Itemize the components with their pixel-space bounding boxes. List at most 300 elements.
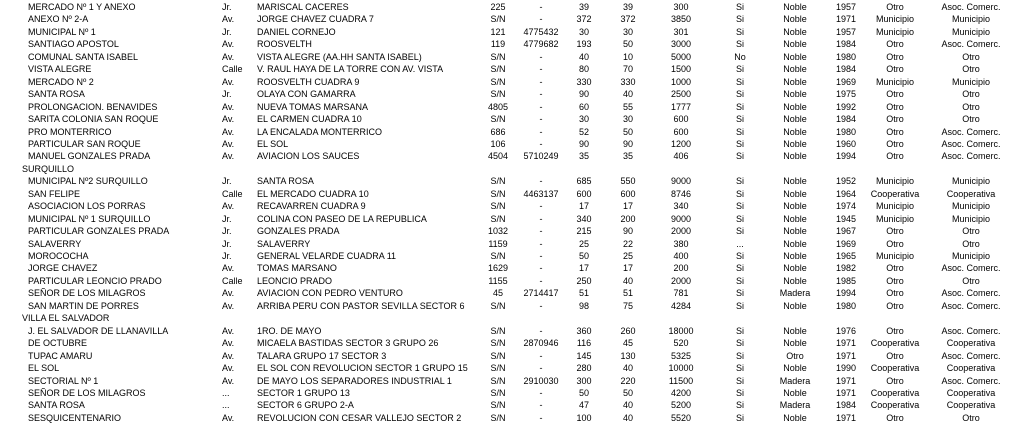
market-name: PARTICULAR GONZALES PRADA (28, 226, 170, 236)
year: 1965 (835, 251, 857, 261)
year: 1994 (835, 288, 857, 298)
street-number: S/N (490, 201, 506, 211)
phone-number: - (539, 276, 543, 286)
stalls-active: 40 (622, 363, 633, 373)
stalls-total: 360 (576, 326, 592, 336)
market-name: SANTA ROSA (28, 89, 85, 99)
stalls-active: 40 (622, 276, 633, 286)
table-row (0, 238, 1010, 250)
year: 1974 (835, 201, 857, 211)
phone-number: - (539, 139, 543, 149)
year: 1984 (835, 114, 857, 124)
stalls-total: 40 (578, 52, 589, 62)
street-number: S/N (490, 64, 506, 74)
area-value: 18000 (668, 326, 694, 336)
owner-type: Cooperativa (870, 189, 920, 199)
street-type: Av. (222, 201, 235, 211)
owner-type: Otro (886, 326, 904, 336)
owner-type: Otro (886, 288, 904, 298)
stalls-total: 100 (576, 413, 592, 423)
street-type: Calle (222, 189, 243, 199)
market-name: ASOCIACION LOS PORRAS (28, 201, 146, 211)
stalls-total: 51 (578, 288, 589, 298)
phone-number: - (539, 388, 543, 398)
table-row (0, 150, 1010, 162)
admin-type: Cooperativa (946, 388, 996, 398)
area-value: 9000 (670, 214, 692, 224)
construction-material: Noble (783, 388, 807, 398)
year: 1971 (835, 338, 857, 348)
market-name: SAN MARTIN DE PORRES (28, 301, 139, 311)
stalls-total: 30 (578, 114, 589, 124)
table-row (0, 113, 1010, 125)
admin-type: Asoc. Comerc. (941, 151, 1001, 161)
street-address: JORGE CHAVEZ CUADRA 7 (257, 14, 374, 24)
admin-type: Otro (962, 239, 980, 249)
street-number: 119 (490, 39, 506, 49)
yes-no-flag: Si (735, 351, 744, 361)
street-address: V. RAUL HAYA DE LA TORRE CON AV. VISTA (257, 64, 444, 74)
market-name: ANEXO Nº 2-A (28, 14, 89, 24)
stalls-active: 40 (622, 413, 633, 423)
street-number: S/N (490, 251, 506, 261)
stalls-active: 10 (622, 52, 633, 62)
street-type: Jr. (222, 239, 232, 249)
phone-number: - (539, 301, 543, 311)
street-address: EL CARMEN CUADRA 10 (257, 114, 362, 124)
market-name: SANTIAGO APOSTOL (28, 39, 119, 49)
stalls-total: 215 (576, 226, 592, 236)
street-number: 686 (490, 127, 506, 137)
phone-number: - (539, 413, 543, 423)
street-type: Jr. (222, 226, 232, 236)
phone-number: - (539, 64, 543, 74)
street-number: S/N (490, 376, 506, 386)
year: 1980 (835, 301, 857, 311)
street-type: Jr. (222, 176, 232, 186)
year: 1960 (835, 139, 857, 149)
admin-type: Cooperativa (946, 363, 996, 373)
owner-type: Otro (886, 413, 904, 423)
table-row (0, 412, 1010, 424)
year: 1964 (835, 189, 857, 199)
street-number: S/N (490, 326, 506, 336)
table-row (0, 225, 1010, 237)
phone-number: 5710249 (523, 151, 559, 161)
street-address: SECTOR 1 GRUPO 13 (257, 388, 350, 398)
stalls-total: 52 (578, 127, 589, 137)
street-type: Av. (222, 351, 235, 361)
stalls-total: 50 (578, 251, 589, 261)
phone-number: - (539, 89, 543, 99)
admin-type: Municipio (951, 214, 991, 224)
street-type: Av. (222, 326, 235, 336)
construction-material: Noble (783, 77, 807, 87)
admin-type: Asoc. Comerc. (941, 288, 1001, 298)
stalls-total: 39 (578, 2, 589, 12)
stalls-total: 30 (578, 27, 589, 37)
street-type: Jr. (222, 251, 232, 261)
market-name: SAN FELIPE (28, 189, 81, 199)
area-value: 1500 (670, 64, 692, 74)
market-name: SEÑOR DE LOS MILAGROS (28, 388, 146, 398)
stalls-active: 30 (622, 114, 633, 124)
area-value: 5000 (670, 52, 692, 62)
market-name: MERCADO Nº 2 (28, 77, 94, 87)
table-row (0, 375, 1010, 387)
owner-type: Municipio (875, 176, 915, 186)
phone-number: - (539, 351, 543, 361)
stalls-active: 55 (622, 102, 633, 112)
construction-material: Noble (783, 276, 807, 286)
street-number: 225 (490, 2, 506, 12)
stalls-active: 22 (622, 239, 633, 249)
street-number: 1155 (488, 276, 508, 286)
construction-material: Noble (783, 2, 807, 12)
owner-type: Otro (886, 263, 904, 273)
table-row (0, 262, 1010, 274)
construction-material: Noble (783, 39, 807, 49)
stalls-total: 17 (578, 263, 589, 273)
table-row (0, 38, 1010, 50)
table-row (0, 76, 1010, 88)
owner-type: Cooperativa (870, 388, 920, 398)
street-address: TALARA GRUPO 17 SECTOR 3 (257, 351, 387, 361)
stalls-active: 90 (622, 139, 633, 149)
area-value: 4284 (670, 301, 692, 311)
street-number: S/N (490, 363, 506, 373)
phone-number: - (539, 363, 543, 373)
year: 1984 (835, 39, 857, 49)
table-row (0, 51, 1010, 63)
year: 1971 (835, 388, 857, 398)
yes-no-flag: Si (735, 151, 744, 161)
street-address: GENERAL VELARDE CUADRA 11 (257, 251, 397, 261)
stalls-total: 250 (576, 276, 592, 286)
owner-type: Otro (886, 2, 904, 12)
area-value: 1777 (670, 102, 692, 112)
street-type: Av. (222, 288, 235, 298)
construction-material: Noble (783, 27, 807, 37)
admin-type: Municipio (951, 27, 991, 37)
phone-number: - (539, 114, 543, 124)
district-header-row (0, 312, 1010, 324)
construction-material: Noble (783, 338, 807, 348)
construction-material: Noble (783, 139, 807, 149)
street-type: Av. (222, 376, 235, 386)
yes-no-flag: Si (735, 39, 744, 49)
stalls-active: 600 (620, 189, 636, 199)
table-row (0, 13, 1010, 25)
admin-type: Cooperativa (946, 338, 996, 348)
year: 1969 (835, 77, 857, 87)
street-number: 1032 (487, 226, 509, 236)
street-address: SALAVERRY (257, 239, 311, 249)
owner-type: Cooperativa (870, 338, 920, 348)
yes-no-flag: Si (735, 413, 744, 423)
street-type: Jr. (222, 214, 232, 224)
street-address: LA ENCALADA MONTERRICO (257, 127, 383, 137)
market-name: PROLONGACION. BENAVIDES (28, 102, 158, 112)
street-type: Av. (222, 338, 235, 348)
area-value: 406 (673, 151, 689, 161)
market-name: TUPAC AMARU (28, 351, 93, 361)
year: 1984 (835, 400, 857, 410)
stalls-active: 130 (620, 351, 636, 361)
stalls-active: 30 (622, 27, 633, 37)
year: 1984 (835, 64, 857, 74)
year: 1971 (835, 14, 857, 24)
street-number: S/N (490, 89, 506, 99)
market-name: EL SOL (28, 363, 60, 373)
year: 1990 (835, 363, 857, 373)
stalls-total: 98 (578, 301, 589, 311)
street-address: SECTOR 6 GRUPO 2-A (257, 400, 354, 410)
phone-number: 2910030 (523, 376, 559, 386)
table-row (0, 337, 1010, 349)
stalls-total: 330 (576, 77, 592, 87)
phone-number: 4779682 (523, 39, 559, 49)
street-type: ... (222, 388, 230, 398)
owner-type: Otro (886, 376, 904, 386)
street-address: DE MAYO LOS SEPARADORES INDUSTRIAL 1 (257, 376, 452, 386)
stalls-total: 47 (578, 400, 589, 410)
phone-number: - (539, 239, 543, 249)
area-value: 781 (673, 288, 689, 298)
admin-type: Otro (962, 413, 980, 423)
street-address: AVIACION CON PEDRO VENTURO (257, 288, 403, 298)
area-value: 11500 (668, 376, 694, 386)
admin-type: Municipio (951, 14, 991, 24)
area-value: 1200 (670, 139, 692, 149)
stalls-active: 17 (622, 201, 633, 211)
street-number: S/N (490, 77, 506, 87)
owner-type: Otro (886, 89, 904, 99)
construction-material: Noble (783, 263, 807, 273)
market-name: PARTICULAR SAN ROQUE (28, 139, 141, 149)
yes-no-flag: Si (735, 201, 744, 211)
table-row (0, 101, 1010, 113)
market-name: SEÑOR DE LOS MILAGROS (28, 288, 146, 298)
stalls-active: 75 (622, 301, 633, 311)
yes-no-flag: Si (735, 27, 744, 37)
street-number: S/N (490, 351, 506, 361)
phone-number: - (539, 201, 543, 211)
admin-type: Asoc. Comerc. (941, 2, 1001, 12)
street-number: S/N (490, 413, 506, 423)
stalls-total: 145 (576, 351, 592, 361)
table-row (0, 287, 1010, 299)
table-row (0, 300, 1010, 312)
street-type: Av. (222, 151, 235, 161)
area-value: 600 (673, 114, 689, 124)
area-value: 1000 (670, 77, 692, 87)
table-row (0, 213, 1010, 225)
market-name: VISTA ALEGRE (28, 64, 92, 74)
stalls-active: 50 (622, 39, 633, 49)
admin-type: Municipio (951, 176, 991, 186)
construction-material: Noble (783, 52, 807, 62)
admin-type: Asoc. Comerc. (941, 127, 1001, 137)
area-value: 8746 (670, 189, 692, 199)
admin-type: Cooperativa (946, 400, 996, 410)
yes-no-flag: Si (735, 214, 744, 224)
market-name: J. EL SALVADOR DE LLANAVILLA (28, 326, 169, 336)
street-address: OLAYA CON GAMARRA (257, 89, 356, 99)
area-value: 9000 (670, 176, 692, 186)
street-type: Av. (222, 413, 235, 423)
stalls-total: 17 (578, 201, 589, 211)
yes-no-flag: Si (735, 176, 744, 186)
market-name: MUNICIPAL Nº2 SURQUILLO (28, 176, 148, 186)
year: 1980 (835, 127, 857, 137)
phone-number: 4775432 (523, 27, 559, 37)
street-address: EL SOL (257, 139, 289, 149)
owner-type: Otro (886, 114, 904, 124)
year: 1952 (835, 176, 857, 186)
street-type: ... (222, 400, 230, 410)
street-address: MARISCAL CACERES (257, 2, 349, 12)
stalls-active: 200 (620, 214, 636, 224)
construction-material: Noble (783, 201, 807, 211)
yes-no-flag: Si (735, 388, 744, 398)
market-name: MUNICIPAL Nº 1 SURQUILLO (28, 214, 151, 224)
stalls-active: 17 (622, 263, 633, 273)
admin-type: Municipio (951, 251, 991, 261)
phone-number: - (539, 102, 543, 112)
stalls-total: 685 (576, 176, 592, 186)
phone-number: 2870946 (523, 338, 559, 348)
district-header-row (0, 163, 1010, 175)
yes-no-flag: ... (736, 239, 744, 249)
year: 1975 (835, 89, 857, 99)
construction-material: Noble (783, 114, 807, 124)
admin-type: Asoc. Comerc. (941, 351, 1001, 361)
market-name: SANTA ROSA (28, 400, 85, 410)
street-number: 106 (490, 139, 506, 149)
yes-no-flag: Si (735, 14, 744, 24)
street-number: 1629 (487, 263, 509, 273)
yes-no-flag: Si (735, 127, 744, 137)
table-row (0, 325, 1010, 337)
area-value: 4200 (670, 388, 692, 398)
construction-material: Noble (783, 326, 807, 336)
market-name: MANUEL GONZALES PRADA (28, 151, 151, 161)
stalls-total: 280 (576, 363, 592, 373)
owner-type: Municipio (875, 77, 915, 87)
admin-type: Cooperativa (946, 189, 996, 199)
street-type: Av. (222, 139, 235, 149)
street-address: AVIACION LOS SAUCES (257, 151, 360, 161)
owner-type: Otro (886, 226, 904, 236)
stalls-total: 193 (576, 39, 592, 49)
market-name: MOROCOCHA (28, 251, 89, 261)
table-row (0, 200, 1010, 212)
phone-number: - (539, 14, 543, 24)
owner-type: Municipio (875, 251, 915, 261)
stalls-total: 25 (578, 239, 589, 249)
stalls-active: 40 (622, 400, 633, 410)
yes-no-flag: Si (735, 276, 744, 286)
street-number: S/N (490, 176, 506, 186)
admin-type: Municipio (951, 77, 991, 87)
stalls-total: 50 (578, 388, 589, 398)
street-number: 4805 (487, 102, 509, 112)
street-address: TOMAS MARSANO (257, 263, 337, 273)
street-address: NUEVA TOMAS MARSANA (257, 102, 369, 112)
street-type: Jr. (222, 27, 232, 37)
street-number: 1159 (488, 239, 508, 249)
year: 1976 (835, 326, 857, 336)
construction-material: Noble (783, 151, 807, 161)
table-row (0, 362, 1010, 374)
area-value: 300 (673, 2, 689, 12)
owner-type: Municipio (875, 201, 915, 211)
market-name: JORGE CHAVEZ (28, 263, 98, 273)
street-type: Calle (222, 276, 243, 286)
year: 1980 (835, 52, 857, 62)
yes-no-flag: Si (735, 114, 744, 124)
construction-material: Noble (783, 413, 807, 423)
owner-type: Cooperativa (870, 400, 920, 410)
year: 1992 (835, 102, 857, 112)
owner-type: Otro (886, 151, 904, 161)
year: 1971 (835, 376, 857, 386)
street-address: GONZALES PRADA (257, 226, 340, 236)
street-type: Av. (222, 263, 235, 273)
year: 1985 (835, 276, 857, 286)
phone-number: - (539, 77, 543, 87)
street-number: 4504 (487, 151, 509, 161)
stalls-active: 70 (622, 64, 633, 74)
street-address: RECAVARREN CUADRA 9 (257, 201, 366, 211)
area-value: 2000 (670, 276, 692, 286)
yes-no-flag: Si (735, 2, 744, 12)
year: 1957 (835, 27, 857, 37)
street-address: COLINA CON PASEO DE LA REPUBLICA (257, 214, 427, 224)
owner-type: Otro (886, 276, 904, 286)
stalls-active: 330 (620, 77, 636, 87)
street-type: Jr. (222, 89, 232, 99)
phone-number: - (539, 52, 543, 62)
owner-type: Otro (886, 102, 904, 112)
stalls-active: 35 (622, 151, 633, 161)
yes-no-flag: Si (735, 102, 744, 112)
construction-material: Noble (783, 301, 807, 311)
table-row (0, 250, 1010, 262)
district-name: VILLA EL SALVADOR (22, 313, 110, 323)
market-name: SECTORIAL Nº 1 (28, 376, 99, 386)
market-name: PRO MONTERRICO (28, 127, 112, 137)
market-name: SALAVERRY (28, 239, 82, 249)
admin-type: Otro (962, 89, 980, 99)
yes-no-flag: Si (735, 64, 744, 74)
market-name: MUNICIPAL Nº 1 (28, 27, 96, 37)
stalls-active: 45 (622, 338, 633, 348)
owner-type: Otro (886, 351, 904, 361)
street-number: 121 (490, 27, 506, 37)
admin-type: Asoc. Comerc. (941, 326, 1001, 336)
construction-material: Noble (783, 127, 807, 137)
admin-type: Asoc. Comerc. (941, 39, 1001, 49)
street-address: LEONCIO PRADO (257, 276, 333, 286)
street-number: S/N (490, 400, 506, 410)
street-type: Av. (222, 114, 235, 124)
table-row (0, 63, 1010, 75)
construction-material: Noble (783, 239, 807, 249)
street-type: Av. (222, 102, 235, 112)
owner-type: Otro (886, 139, 904, 149)
